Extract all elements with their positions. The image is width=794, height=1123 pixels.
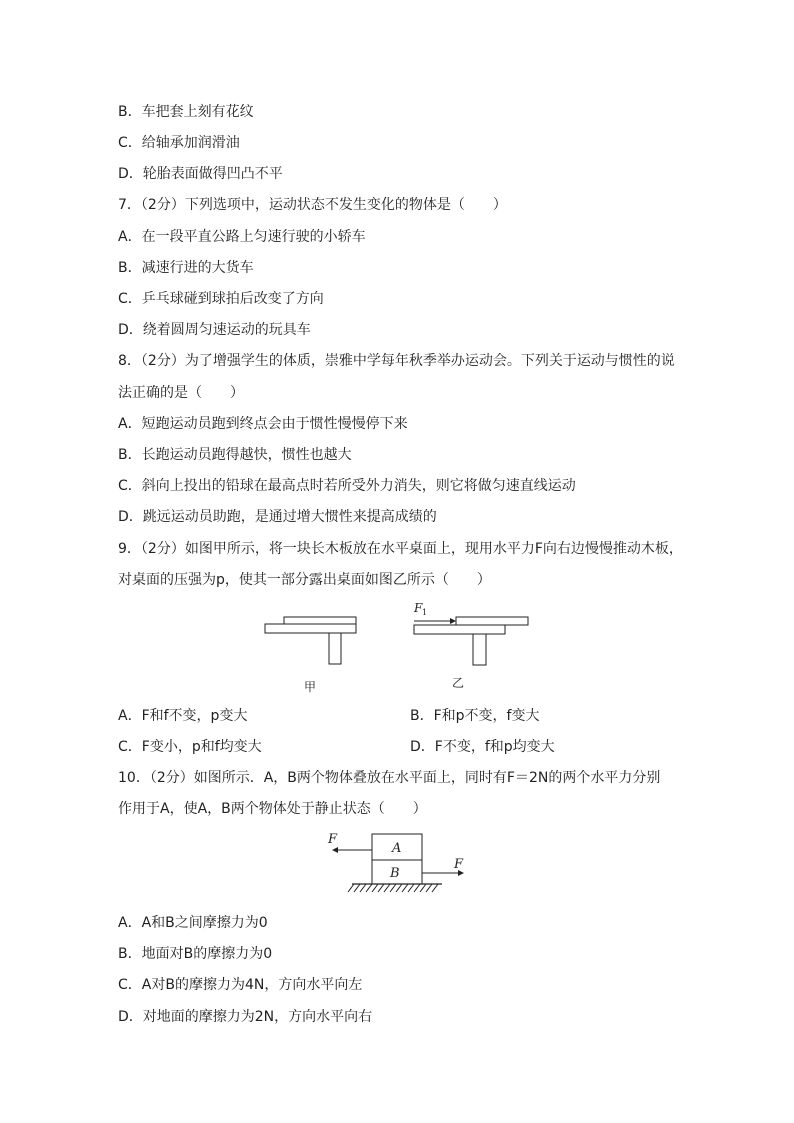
table-top — [414, 625, 505, 634]
q8-option-c: C．斜向上投出的铅球在最高点时若所受外力消失，则它将做匀速直线运动 — [118, 478, 576, 494]
q7-option-b: B．减速行进的大货车 — [118, 260, 254, 276]
table-leg — [329, 633, 341, 664]
force-right-label: F — [454, 857, 464, 872]
hatch-mark — [354, 884, 360, 892]
hatch-mark — [366, 884, 372, 892]
arrow-left-icon — [332, 847, 338, 853]
hatch-mark — [390, 884, 396, 892]
force-subscript: 1 — [422, 608, 428, 617]
q9-figure-jia-label: 甲 — [304, 680, 317, 694]
q8-option-a: A．短跑运动员跑到终点会由于惯性慢慢停下来 — [118, 416, 408, 432]
q6-option-c: C．给轴承加润滑油 — [118, 135, 240, 151]
long-board — [284, 617, 356, 624]
q6-option-b: B．车把套上刻有花纹 — [118, 104, 254, 120]
long-board — [456, 617, 528, 625]
hatch-mark — [432, 884, 438, 892]
hatch-mark — [420, 884, 426, 892]
q7-option-c: C．乒乓球碰到球拍后改变了方向 — [118, 291, 324, 307]
q9-figure-yi — [408, 598, 536, 672]
q10-option-b: B．地面对B的摩擦力为0 — [118, 946, 273, 962]
q8-option-b: B．长跑运动员跑得越快，惯性也越大 — [118, 447, 352, 463]
hatch-mark — [414, 884, 420, 892]
q7-option-d: D．绕着圆周匀速运动的玩具车 — [118, 322, 311, 338]
q6-option-d: D．轮胎表面做得凹凸不平 — [118, 166, 283, 182]
arrow-head-icon — [450, 618, 456, 624]
q9-figure-jia — [262, 610, 362, 672]
hatch-mark — [426, 884, 432, 892]
force-left-label: F — [328, 832, 338, 847]
q10-option-d: D．对地面的摩擦力为2N，方向水平向右 — [118, 1009, 373, 1025]
block-a-label: A — [392, 841, 402, 856]
table-top — [265, 624, 356, 633]
q8-option-d: D．跳远运动员助跑，是通过增大惯性来提高成绩的 — [118, 509, 437, 525]
force-label: F — [414, 601, 423, 615]
table-leg — [473, 634, 486, 665]
hatch-mark — [378, 884, 384, 892]
hatch-mark — [408, 884, 414, 892]
hatch-mark — [360, 884, 366, 892]
q9-option-a: A．F和f不变，p变大 — [118, 708, 248, 724]
q9-option-b: B．F和p不变，f变大 — [410, 708, 540, 724]
ground-hatching — [348, 884, 438, 892]
hatch-mark — [396, 884, 402, 892]
q10-option-c: C．A对B的摩擦力为4N，方向水平向左 — [118, 977, 363, 993]
block-b-label: B — [390, 866, 400, 881]
q10-stem-line1: 10．（2分）如图所示．A，B两个物体叠放在水平面上，同时有F＝2N的两个水平力分别 — [118, 770, 661, 786]
q7-option-a: A．在一段平直公路上匀速行驶的小轿车 — [118, 229, 366, 245]
hatch-mark — [372, 884, 378, 892]
q9-stem-line2: 对桌面的压强为p，使其一部分露出桌面如图乙所示（ ） — [118, 572, 491, 588]
q8-stem-line1: 8．（2分）为了增强学生的体质，崇雅中学每年秋季举办运动会。下列关于运动与惯性的说 — [118, 353, 675, 369]
q9-stem-line1: 9．（2分）如图甲所示，将一块长木板放在水平桌面上，现用水平力F向右边慢慢推动木板， — [118, 541, 683, 557]
hatch-mark — [402, 884, 408, 892]
q10-option-a: A．A和B之间摩擦力为0 — [118, 915, 268, 931]
q8-stem-line2: 法正确的是（ ） — [118, 385, 244, 401]
q9-option-d: D．F不变，f和p均变大 — [410, 739, 555, 755]
q9-figure-yi-label: 乙 — [452, 676, 465, 690]
hatch-mark — [384, 884, 390, 892]
q10-figure — [322, 826, 472, 902]
q7-stem: 7．（2分）下列选项中，运动状态不发生变化的物体是（ ） — [118, 197, 507, 213]
q9-option-c: C．F变小，p和f均变大 — [118, 739, 262, 755]
hatch-mark — [348, 884, 354, 892]
q10-stem-line2: 作用于A，使A，B两个物体处于静止状态（ ） — [118, 801, 427, 817]
